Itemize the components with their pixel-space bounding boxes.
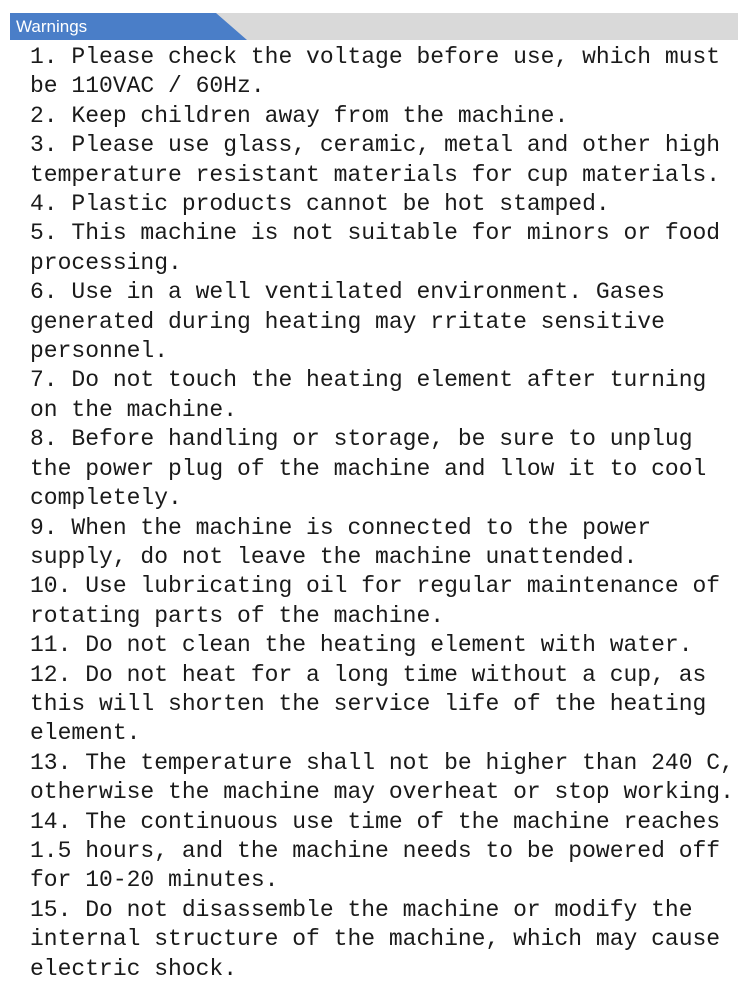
warning-item: 11. Do not clean the heating element with water. xyxy=(30,632,693,659)
warning-item: 6. Use in a well ventilated environment. Gases generated during heating may rritate sensitive personnel. xyxy=(30,279,665,365)
warning-item: 14. The continuous use time of the machine reaches 1.5 hours, and the machine needs to be powered off for 10-20 minutes. xyxy=(30,808,721,894)
warnings-header-bar xyxy=(10,13,738,40)
warning-item: 5. This machine is not suitable for minors or food processing. xyxy=(30,220,721,276)
warning-item: 4. Plastic products cannot be hot stamped. xyxy=(30,191,610,218)
warning-item: 15. Do not disassemble the machine or modify the internal structure of the machine, which may cause electric shock. xyxy=(30,896,721,982)
warnings-title: Warnings xyxy=(16,17,88,36)
warning-item: 12. Do not heat for a long time without a cup, as this will shorten the service life of the heating element. xyxy=(30,661,707,747)
warnings-list xyxy=(30,43,742,984)
warning-item: 3. Please use glass, ceramic, metal and other high temperature resistant materials for cup materials. xyxy=(30,132,721,188)
warning-item: 10. Use lubricating oil for regular maintenance of rotating parts of the machine. xyxy=(30,573,721,629)
warning-item: 9. When the machine is connected to the power supply, do not leave the machine unattended. xyxy=(30,514,652,570)
warning-item: 7. Do not touch the heating element after turning on the machine. xyxy=(30,367,707,423)
warning-item: 1. Please check the voltage before use, which must be 110VAC / 60Hz. xyxy=(30,44,721,100)
warning-item: 8. Before handling or storage, be sure to unplug the power plug of the machine and llow it to cool completely. xyxy=(30,426,707,512)
warning-item: 13. The temperature shall not be higher than 240 C, otherwise the machine may overheat or stop working. xyxy=(30,749,734,806)
warning-item: 2. Keep children away from the machine. xyxy=(30,102,569,129)
